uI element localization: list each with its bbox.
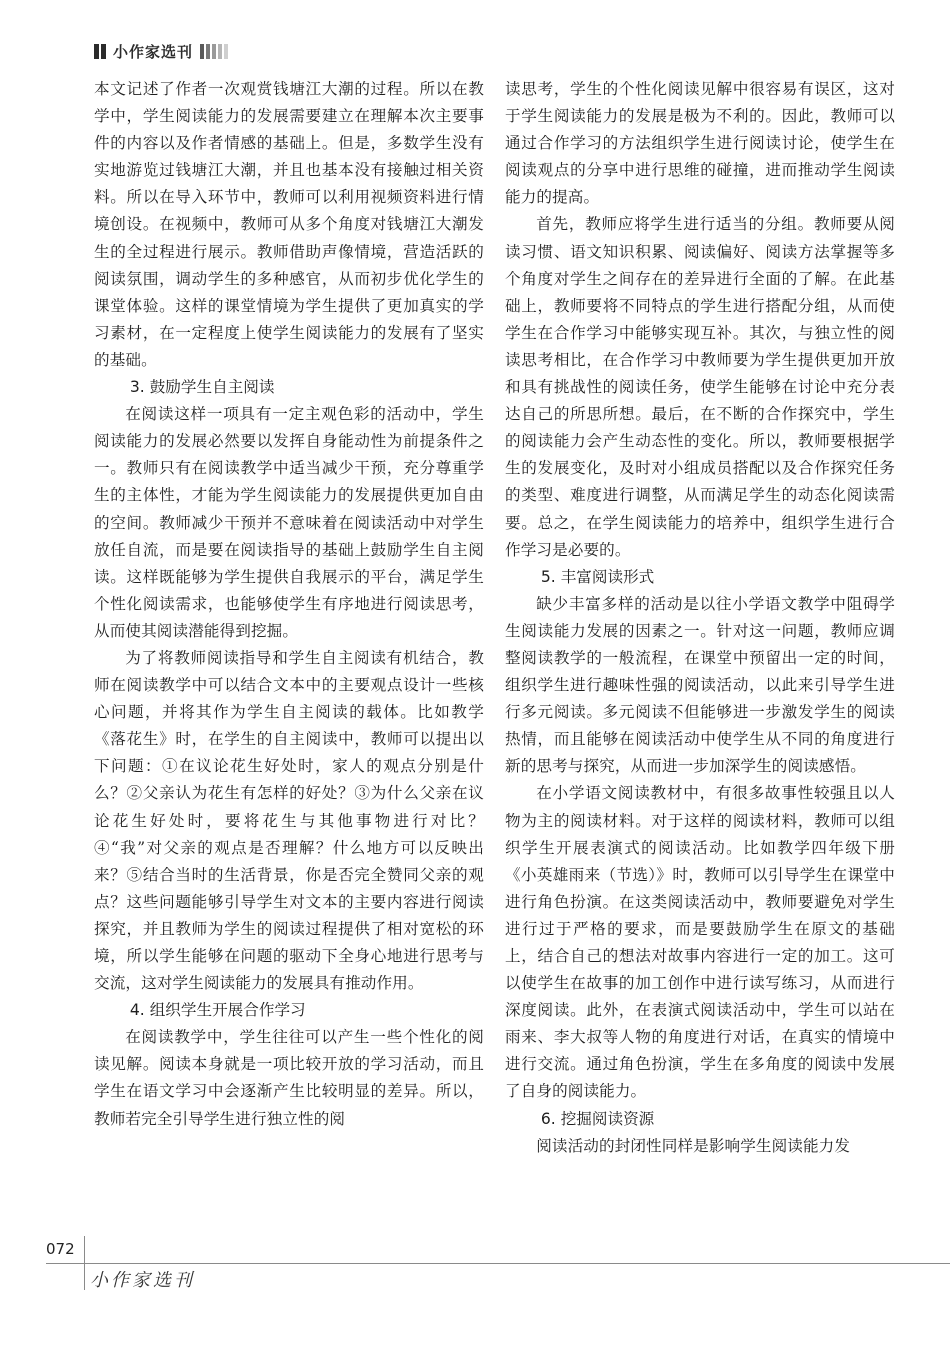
footer-divider	[46, 1263, 950, 1264]
paragraph: 缺少丰富多样的活动是以往小学语文教学中阻碍学生阅读能力发展的因素之一。针对这一问题，教师应调整阅读教学的一般流程，在课堂中预留出一定的时间，组织学生进行趣味性强的阅读活动，以此来引导学生进行多元阅读。多元阅读不但能够进一步激发学生的阅读热情，而且能够在阅读活动中使学生从不同的角度进行新的思考与探究，从而进一步加深学生的阅读感悟。	[505, 594, 895, 776]
paragraph: 阅读活动的封闭性同样是影响学生阅读能力发	[536, 1136, 851, 1155]
section-heading-6: 6. 挖掘阅读资源	[540, 1109, 655, 1128]
footer-logo: 小作家选刊	[90, 1270, 195, 1291]
paragraph: 为了将教师阅读指导和学生自主阅读有机结合，教师在阅读教学中可以结合文本中的主要观点设计一些核心问题，并将其作为学生自主阅读的载体。比如教学《落花生》时，在学生的自主阅读中，教师可以提出以下问题：①在议论花生好处时，家人的观点分别是什么？②父亲认为花生有怎样的好处？③为什么父亲在议论花生好处时，要将花生与其他事物进行对比？④“我”对父亲的观点是否理解？什么地方可以反映出来？⑤结合当时的生活背景，你是否完全赞同父亲的观点？这些问题能够引导学生对文本的主要内容进行阅读探究，并且教师为学生的阅读过程提供了相对宽松的环境，所以学生能够在问题的驱动下全身心地进行思考与交流，这对学生阅读能力的发展具有推动作用。	[94, 648, 484, 993]
section-heading-3: 3. 鼓励学生自主阅读	[129, 378, 275, 397]
paragraph: 读思考，学生的个性化阅读见解中很容易有误区，这对于学生阅读能力的发展是极为不利的。因此，教师可以通过合作学习的方法组织学生进行阅读讨论，使学生在阅读观点的分享中进行思维的碰撞，进而推动学生阅读能力的提高。	[505, 80, 895, 207]
header-bars-icon	[94, 44, 108, 59]
section-heading-5: 5. 丰富阅读形式	[540, 567, 655, 586]
footer-vertical-divider	[84, 1236, 85, 1290]
running-header	[94, 40, 230, 62]
header-gradient-bars-icon	[200, 44, 230, 59]
page-number: 072	[46, 1240, 75, 1258]
paragraph: 首先，教师应将学生进行适当的分组。教师要从阅读习惯、语文知识积累、阅读偏好、阅读方法掌握等多个角度对学生之间存在的差异进行全面的了解。在此基础上，教师要将不同特点的学生进行搭配分组，从而使学生在合作学习中能够实现互补。其次，与独立性的阅读思考相比，在合作学习中教师要为学生提供更加开放和具有挑战性的阅读任务，使学生能够在讨论中充分表达自己的所思所想。最后，在不断的合作探究中，学生的阅读能力会产生动态性的变化。所以，教师要根据学生的发展变化，及时对小组成员搭配以及合作探究任务的类型、难度进行调整，从而满足学生的动态化阅读需要。总之，在学生阅读能力的培养中，组织学生进行合作学习是必要的。	[505, 215, 895, 559]
paragraph: 本文记述了作者一次观赏钱塘江大潮的过程。所以在教学中，学生阅读能力的发展需要建立在理解本次主要事件的内容以及作者情感的基础上。但是，多数学生没有实地游览过钱塘江大潮，并且也基本没有接触过相关资料。所以在导入环节中，教师可以利用视频资料进行情境创设。在视频中，教师可从多个角度对钱塘江大潮发生的全过程进行展示。教师借助声像情境，营造活跃的阅读氛围，调动学生的多种感官，从而初步优化学生的课堂体验。这样的课堂情境为学生提供了更加真实的学习素材，在一定程度上使学生阅读能力的发展有了坚实的基础。	[94, 80, 484, 369]
right-column	[505, 76, 895, 1160]
paragraph: 在阅读这样一项具有一定主观色彩的活动中，学生阅读能力的发展必然要以发挥自身能动性为前提条件之一。教师只有在阅读教学中适当减少干预，充分尊重学生的主体性，才能为学生阅读能力的发展提供更加自由的空间。教师减少干预并不意味着在阅读活动中对学生放任自流，而是要在阅读指导的基础上鼓励学生自主阅读。这样既能够为学生提供自我展示的平台，满足学生个性化阅读需求，也能够使学生有序地进行阅读思考，从而使其阅读潜能得到挖掘。	[94, 405, 484, 640]
section-heading-4: 4. 组织学生开展合作学习	[129, 1001, 306, 1020]
journal-title: 小作家选刊	[113, 42, 194, 61]
left-column	[94, 76, 484, 1133]
paragraph: 在小学语文阅读教材中，有很多故事性较强且以人物为主的阅读材料。对于这样的阅读材料，教师可以组织学生开展表演式的阅读活动。比如教学四年级下册《小英雄雨来（节选）》时，教师可以引导学生在课堂中进行角色扮演。在这类阅读活动中，教师要避免对学生进行过于严格的要求，而是要鼓励学生在原文的基础上，结合自己的想法对故事内容进行一定的加工。这可以使学生在故事的加工创作中进行读写练习，从而进行深度阅读。此外，在表演式阅读活动中，学生可以站在雨来、李大叔等人物的角度进行对话，在真实的情境中进行交流。通过角色扮演，学生在多角度的阅读中发展了自身的阅读能力。	[505, 784, 895, 1101]
paragraph: 在阅读教学中，学生往往可以产生一些个性化的阅读见解。阅读本身就是一项比较开放的学习活动，而且学生在语文学习中会逐渐产生比较明显的差异。所以，教师若完全引导学生进行独立性的阅	[94, 1028, 484, 1128]
